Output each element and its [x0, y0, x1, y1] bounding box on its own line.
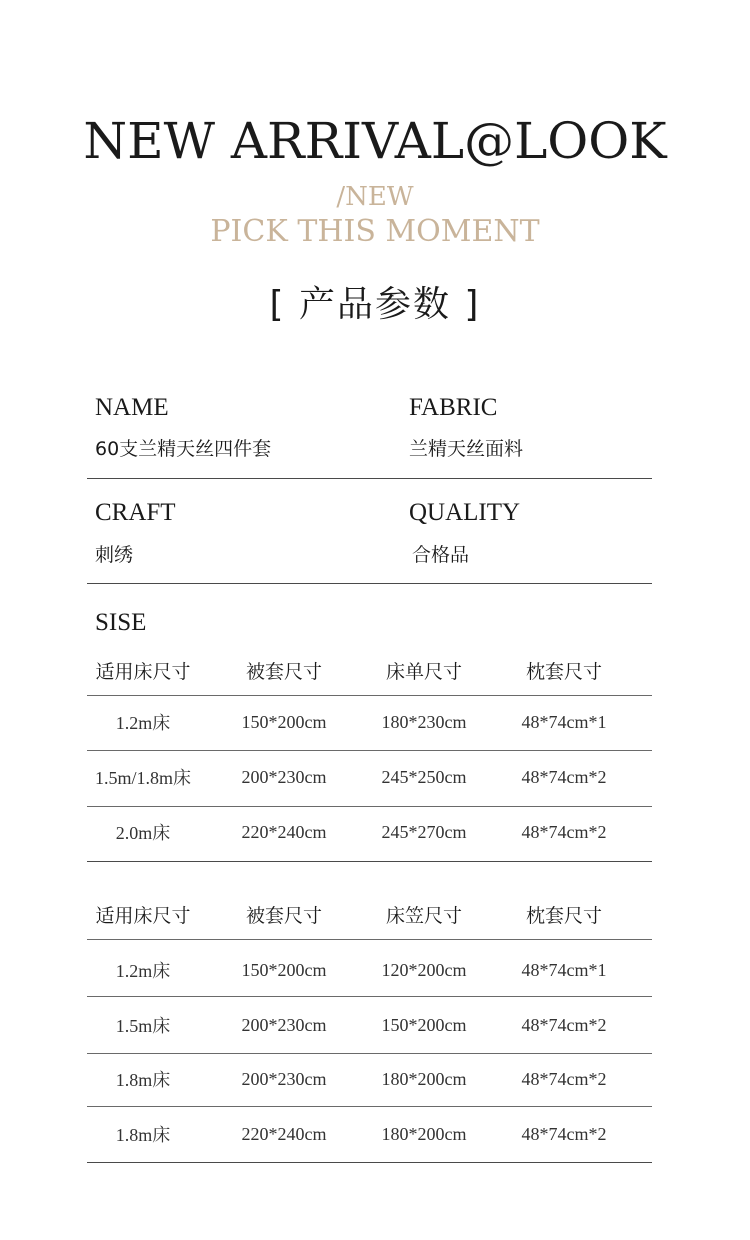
section-heading: [ 产品参数 ] — [269, 284, 481, 325]
table-divider — [87, 695, 652, 696]
table-header-cell: 床单尺寸 — [385, 660, 462, 683]
table-row — [72, 1065, 652, 1093]
table-row — [72, 818, 652, 846]
table-cell: 180*230cm — [381, 711, 467, 732]
table-cell: 48*74cm*2 — [521, 766, 607, 787]
table-cell: 48*74cm*2 — [521, 821, 607, 842]
name-label: NAME — [95, 394, 169, 421]
table-header-cell: 被套尺寸 — [245, 660, 322, 683]
name-value: 60支兰精天丝四件套 — [95, 438, 272, 460]
table-cell: 180*200cm — [381, 1123, 467, 1144]
table-row — [72, 1120, 652, 1148]
table-divider — [87, 1162, 652, 1163]
table-divider — [87, 806, 652, 807]
table-cell: 200*230cm — [241, 1014, 327, 1035]
table-cell: 48*74cm*1 — [521, 711, 607, 732]
fabric-label: FABRIC — [409, 394, 498, 421]
table-header-cell: 被套尺寸 — [245, 904, 322, 927]
divider — [87, 478, 652, 479]
table-divider — [87, 750, 652, 751]
subtitle-new: /NEW — [336, 182, 414, 212]
quality-value: 合格品 — [412, 544, 470, 566]
table-cell: 1.2m床 — [115, 713, 171, 733]
table-header-cell: 枕套尺寸 — [525, 904, 602, 927]
table-cell: 2.0m床 — [115, 823, 171, 843]
table-cell: 150*200cm — [381, 1014, 467, 1035]
table-cell: 180*200cm — [381, 1068, 467, 1089]
page-title: NEW ARRIVAL@LOOK — [83, 112, 667, 170]
quality-label: QUALITY — [409, 499, 521, 526]
table-cell: 245*270cm — [381, 821, 467, 842]
table-header-cell: 适用床尺寸 — [95, 660, 191, 683]
table-header-row — [72, 900, 652, 928]
table-cell: 150*200cm — [241, 959, 327, 980]
table-row — [72, 763, 652, 791]
table-header-row — [72, 656, 652, 684]
table-row — [72, 708, 652, 736]
table-header-cell: 床笠尺寸 — [385, 904, 462, 927]
craft-value: 刺绣 — [95, 544, 134, 566]
table-divider — [87, 1053, 652, 1054]
subtitle-moment: PICK THIS MOMENT — [210, 214, 540, 249]
table-divider — [87, 1106, 652, 1107]
table-row — [72, 1011, 652, 1039]
table-divider — [87, 861, 652, 862]
table-cell: 200*230cm — [241, 766, 327, 787]
size-label: SISE — [95, 609, 147, 636]
table-cell: 1.2m床 — [115, 961, 171, 981]
table-cell: 200*230cm — [241, 1068, 327, 1089]
table-cell: 1.5m/1.8m床 — [94, 768, 191, 788]
table-cell: 120*200cm — [381, 959, 467, 980]
table-cell: 48*74cm*2 — [521, 1068, 607, 1089]
table-cell: 150*200cm — [241, 711, 327, 732]
table-row — [72, 956, 652, 984]
table-cell: 1.8m床 — [115, 1125, 171, 1145]
table-cell: 48*74cm*2 — [521, 1123, 607, 1144]
table-divider — [87, 939, 652, 940]
divider — [87, 583, 652, 584]
table-header-cell: 枕套尺寸 — [525, 660, 602, 683]
fabric-value: 兰精天丝面料 — [409, 438, 524, 460]
table-cell: 48*74cm*1 — [521, 959, 607, 980]
craft-label: CRAFT — [95, 499, 176, 526]
table-cell: 1.8m床 — [115, 1070, 171, 1090]
table-cell: 220*240cm — [241, 1123, 327, 1144]
table-header-cell: 适用床尺寸 — [95, 904, 191, 927]
table-cell: 48*74cm*2 — [521, 1014, 607, 1035]
table-cell: 1.5m床 — [115, 1016, 171, 1036]
table-cell: 245*250cm — [381, 766, 467, 787]
table-divider — [87, 996, 652, 997]
table-cell: 220*240cm — [241, 821, 327, 842]
